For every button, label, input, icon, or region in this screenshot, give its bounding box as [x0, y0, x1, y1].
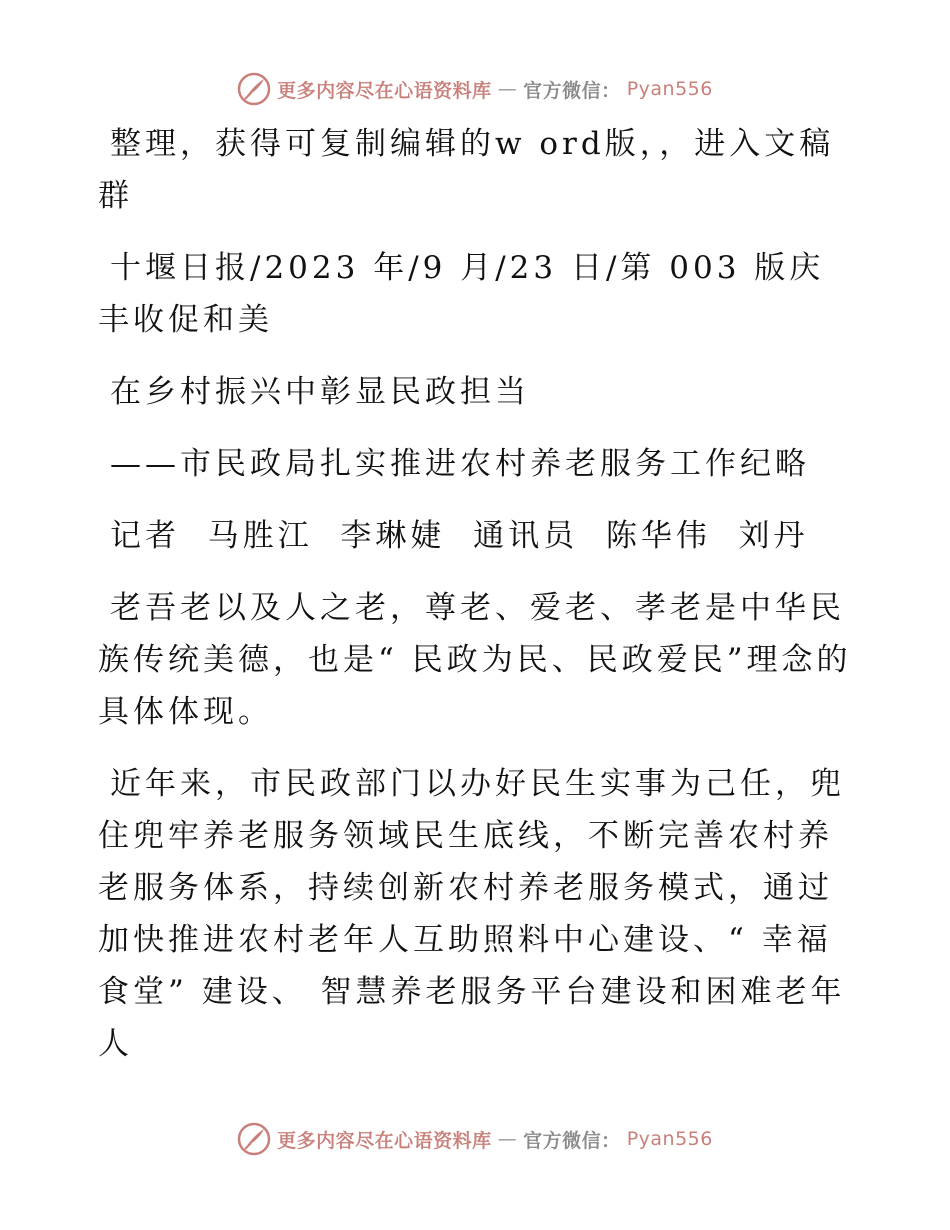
watermark-id: Pyan556	[626, 78, 713, 100]
paragraph-body-2: 近年来，市民政部门以办好民生实事为己任，兜住兜牢养老服务领域民生底线，不断完善农村养老服务体系，持续创新农村养老服务模式，通过加快推进农村老年人互助照料中心建设、“ 幸福食堂” 建设、 智慧养老服务平台建设和困难老年人	[98, 766, 846, 1062]
watermark-dash: —	[497, 78, 518, 100]
watermark-id: Pyan556	[626, 1128, 713, 1150]
watermark-main-text: 更多内容尽在心语资料库	[277, 1129, 492, 1152]
watermark-main-text: 更多内容尽在心语资料库	[277, 79, 492, 102]
document-body	[98, 118, 858, 1090]
watermark-header	[0, 72, 950, 106]
paragraph-body-1: 老吾老以及人之老，尊老、爱老、孝老是中华民族传统美德，也是“ 民政为民、民政爱民”理念的具体体现。	[98, 590, 852, 730]
article-title: 在乡村振兴中彰显民政担当	[110, 374, 530, 410]
watermark-sub-text: 官方微信：	[523, 1129, 621, 1152]
article-subtitle: ——市民政局扎实推进农村养老服务工作纪略	[110, 446, 810, 482]
feather-logo-icon	[237, 72, 271, 106]
paragraph-source: 十堰日报/2023 年/9 月/23 日/第 003 版庆丰收促和美	[98, 250, 825, 338]
paragraph-intro: 整理，获得可复制编辑的w ord版，，进入文稿群	[98, 126, 835, 214]
watermark-sub-text: 官方微信：	[523, 79, 621, 102]
watermark-dash: —	[497, 1128, 518, 1150]
article-byline: 记者 马胜江 李琳婕 通讯员 陈华伟 刘丹	[110, 518, 809, 554]
feather-logo-icon	[237, 1122, 271, 1156]
watermark-footer	[0, 1122, 950, 1156]
